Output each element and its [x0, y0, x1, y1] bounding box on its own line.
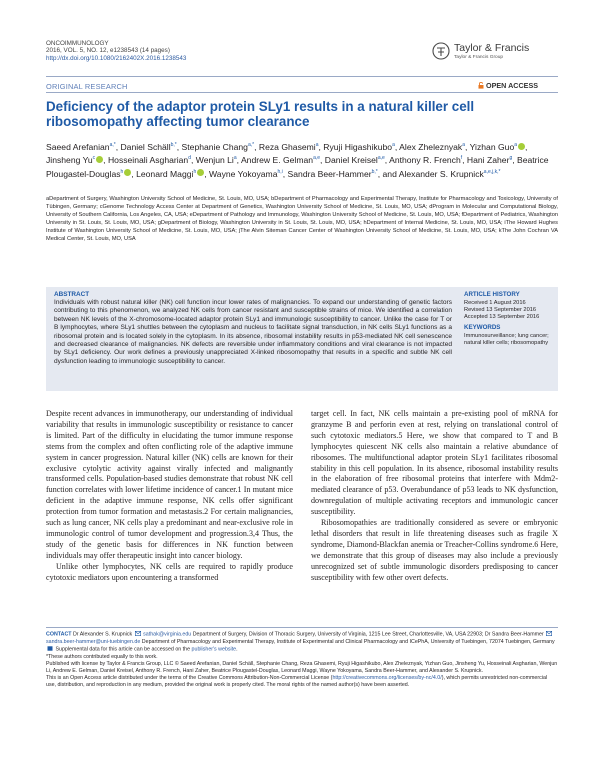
email-icon: [135, 631, 141, 636]
contact-name-1: Dr Alexander S. Krupnick: [72, 631, 133, 638]
author-name: Wayne Yokoyama: [209, 168, 278, 179]
author-name: Reza Ghasemi: [258, 141, 316, 152]
author-affiliation-marker: a,e: [313, 155, 321, 162]
author-name: Hosseinali Asgharian: [107, 155, 189, 166]
article-history: [464, 300, 539, 322]
author-affiliation-marker: g: [509, 155, 513, 162]
author-affiliation-marker: a,*: [247, 142, 255, 148]
author-name: Sandra Beer-Hammer: [287, 168, 372, 179]
author-name: Daniel Kreisel: [324, 155, 378, 166]
author-name: Daniel Schäll: [120, 141, 171, 152]
author-affiliation-marker: a,e,j,k,*: [483, 168, 501, 175]
contact-note: [46, 631, 558, 646]
author-name: Leonard Maggi: [136, 168, 194, 179]
publisher-logo-icon: [432, 42, 450, 60]
author-affiliation-marker: a,e: [377, 155, 385, 162]
open-lock-icon: [478, 82, 484, 89]
contact-label: CONTACT: [46, 631, 72, 638]
supplemental-note: Supplemental data for this article can be accessed on the publisher's website.: [46, 646, 558, 654]
open-access-note: [46, 675, 558, 689]
abstract-text: Individuals with robust natural killer (NK) cell function incur lower rates of malignancies. To expand our understanding of genetic factors contributing to this phenomenon, we analyzed NK cells from cancer resistant and susceptible strains of mice. We identified a correlation between NK levels of the X-chromosome-located adaptor protein SLy1 and immunologic susceptibility to cancer. Unlike the case for T or B lymphocytes, where SLy1 shuttles between the cytoplasm and nucleus to facilitate signal transduction, in NK cells SLy1 functions as a ribosomal protein and is located solely in the cytoplasm. In its absence, ribosomal instability results in p53-mediated NK cell senescence and decreased clearance of malignancies. NK defects are reversible under inflammatory conditions and viral clearance is not impacted by SLy1 deficiency. Our work defines a previously unappreciated X-linked ribosomopathy that results in a specific and subtle NK cell dysfunction leading to immunologic susceptibility to cancer.: [54, 299, 452, 365]
author-affiliation-marker: c: [92, 155, 96, 162]
footer-rule: [46, 627, 558, 628]
author-affiliation-marker: h: [120, 168, 124, 175]
abstract-heading: ABSTRACT: [54, 291, 90, 298]
author-name: Yizhan Guo: [469, 141, 515, 152]
doi-link[interactable]: http://dx.doi.org/10.1080/2162402X.2016.1238543: [46, 54, 187, 62]
author-affiliation-marker: a: [514, 142, 518, 148]
author-name: Andrew E. Gelman: [240, 155, 314, 166]
author-name: Alexander S. Krupnick: [398, 168, 484, 179]
author-name: Stephanie Chang: [181, 141, 248, 152]
orcid-icon[interactable]: [124, 169, 131, 176]
equal-contribution-note: *These authors contributed equally to this work.: [46, 653, 158, 660]
supplemental-icon: [47, 646, 53, 651]
author-name: Anthony R. French: [389, 155, 461, 166]
author-affiliation-marker: a: [233, 155, 237, 162]
contact-address-2: Department of Pharmacology and Experimental Therapy, Institute of Experimental and Clinical Pharmacology and ICePhA, University of Tuebingen, 72074 Tuebingen, Germany: [141, 638, 555, 645]
author-name: Wenjun Li: [195, 155, 234, 166]
license-link[interactable]: http://creativecommons.org/licenses/by-nc/4.0/: [332, 675, 442, 682]
oa-text-post: ), which permits unrestricted non-commercial use, distribution, and reproduction in any medium, provided the original work is properly cited. The moral rights of the named author(s) have been asserted.: [46, 675, 548, 689]
body-column-left: [46, 409, 293, 584]
author-affiliation-marker: a: [462, 142, 466, 148]
author-affiliation-marker: h,i: [277, 168, 283, 175]
keywords-heading: KEYWORDS: [464, 324, 501, 331]
author-affiliation-marker: a: [392, 142, 395, 148]
body-paragraph: Unlike other lymphocytes, NK cells are required to rapidly produce cytotoxic mediators upon encountering a transformed: [46, 561, 293, 582]
author-name: Ryuji Higashikubo: [323, 141, 393, 152]
history-received: Received 1 August 2016: [464, 300, 526, 306]
orcid-icon[interactable]: [518, 143, 525, 150]
author-name: Hani Zaher: [466, 155, 510, 166]
footnotes: [46, 631, 558, 690]
author-name: Jinsheng Yu: [46, 155, 93, 166]
body-paragraph: Ribosomopathies are traditionally considered as severe or embryonic lethal disorders that result in life threatening diseases such as fragile X syndrome, Diamond-Blackfan anemia or Treacher-Collins syndrome.6 Here, we demonstrate that this group of diseases may also include a previously unrecognized set of subtle immunologic disorders predisposing to cancer susceptibility with few other overt defects.: [311, 518, 558, 582]
body-paragraph: Despite recent advances in immunotherapy, our understanding of individual variability that results in immunologic susceptibility or resistance to cancer is limited. Part of the difficulty in elucidating the tumor immune response stems from the complex and often conflicting role of the adaptive immune system in cancer progression. Natural killer (NK) cells are known for their exclusive cytolytic activity against virally infected and malignantly transformed cells. Population-based studies demonstrate that robust NK cell function correlates with lower lifetime incidence of cancer.1 In mutant mice deficient in the adaptive immune response, NK cells offer significant protection from tumor formation and metastasis.2 For certain malignancies, such as lung cancer, NK cells play a predominant and near-exclusive role in immunologic control of tumor development and progression.3,4 Thus, the study of the genetic basis for differences in NK function between individuals may offer therapeutic insight into cancer biology.: [46, 409, 293, 560]
author-affiliation-marker: a: [315, 142, 319, 148]
author-affiliation-marker: f: [460, 155, 463, 162]
email-link-2[interactable]: sandra.beer-hammer@uni-tuebingen.de: [46, 638, 141, 645]
author-name: Saeed Arefanian: [46, 141, 110, 152]
article-history-heading: ARTICLE HISTORY: [464, 291, 520, 298]
contact-address-1: Department of Surgery, Division of Thoracic Surgery, University of Virginia, 1215 Lee Street, Charlottesville, VA, USA 22903; Dr Sandra Beer-Hammer: [192, 631, 544, 638]
section-rule: [46, 92, 558, 93]
history-revised: Revised 13 September 2016: [464, 307, 537, 314]
author-list: Saeed Arefanian$^{a,*}$, Daniel Schäll$^{b,*}$, Stephanie Chang$^{a,*}$, Reza Ghasemi$^a$, Ryuji Higashikubo$^a$, Alex Zheleznyak$^a$, Yizhan Guo$^a$ , Jinsheng Yu$^c$ , Hosseinali Asgharian$^d$, Wenjun Li$^a$, Andrew E. Gelman$^{a,e}$, Daniel Kreisel$^{a,e}$, Anthony R. French$^f$, Hani Zaher$^g$, Beatrice Plougastel-Douglas$^h$ , Leonard Maggi$^h$ , Wayne Yokoyama$^{h,i}$, Sandra Beer-Hammer$^{b,*}$, and Alexander S. Krupnick$^{a,e,j,k,*}$: [46, 141, 549, 179]
author-name: Beatrice Plougastel-Douglas: [46, 155, 549, 179]
oa-text-pre: This is an Open Access article distributed under the terms of the Creative Commons Attribution-Non-Commercial License (: [46, 675, 333, 682]
author-affiliation-marker: a,*: [109, 142, 116, 148]
header-rule: [46, 76, 558, 77]
author-affiliation-marker: d: [188, 155, 191, 162]
orcid-icon[interactable]: [96, 156, 103, 163]
author-affiliation-marker: b,*: [371, 168, 378, 175]
orcid-icon[interactable]: [197, 169, 204, 176]
open-access-label: OPEN ACCESS: [486, 81, 539, 90]
supplemental-text: Supplemental data for this article can be accessed on the: [55, 646, 191, 653]
section-label: ORIGINAL RESEARCH: [46, 82, 128, 91]
author-name: Alex Zheleznyak: [399, 141, 463, 152]
publisher-website-link[interactable]: publisher's website: [191, 646, 237, 653]
open-access-badge: [478, 81, 538, 90]
email-link-1[interactable]: sathak@virginia.edu: [143, 631, 192, 638]
journal-volume: 2016, VOL. 5, NO. 12, e1238543 (14 pages): [46, 47, 170, 55]
license-note: Published with license by Taylor & Francis Group, LLC © Saeed Arefanian, Daniel Schäll, Stephanie Chang, Reza Ghasemi, Ryuji Higashikubo, Alex Zheleznyak, Yizhan Guo, Jinsheng Yu, Hosseinali Asgharian, Wenjun Li, Andrew E. Gelman, Daniel Kreisel, Anthony R. French, Hani Zaher, Beatrice Plougastel-Douglas, Leonard Maggi, Wayne Yokoyama, Sandra Beer-Hammer, and Alexander S. Krupnick.: [46, 660, 558, 675]
journal-info: [46, 40, 186, 62]
affiliations: aDepartment of Surgery, Washington University School of Medicine, St. Louis, MO, USA; bDepartment of Pharmacology and Experimental Therapy, Institute for Pharmacology and Toxicology, University of Tübingen, Germany; cGenome Technology Access Center at Department of Genetics, Washington University School of Medicine, St. Louis, MO, USA; dProgram in Molecular and Computational Biology, University of Southern California, Los Angeles, CA, USA; eDepartment of Pathology and Immunology, Washington University School of Medicine, St. Louis, MO, USA; fDepartment of Pediatrics, Washington University in St. Louis, St. Louis, MO, USA; gDepartment of Biology, Washington University in St. Louis, St. Louis, MO, USA; hDepartment of Internal Medicine, St. Louis, MO, USA; iThe Howard Hughes Institute of Washington University School of Medicine, St. Louis, MO, USA; jThe Alvin Siteman Cancer Center of Washington University School of Medicine, St. Louis, MO, USA; kThe John Cochran VA Medical Center, St. Louis, MO, USA: [46, 196, 558, 242]
publisher-logo: [432, 42, 558, 62]
keywords: Immunosurveillance; lung cancer; natural killer cells; ribosomopathy: [464, 333, 549, 347]
author-affiliation-marker: b,*: [170, 142, 177, 148]
history-accepted: Accepted 13 September 2016: [464, 314, 540, 321]
publisher-brand: Taylor & Francis: [454, 42, 530, 54]
publisher-sub: Taylor & Francis Group: [454, 55, 504, 60]
article-title: Deficiency of the adaptor protein SLy1 results in a natural killer cell ribosomopathy affecting tumor clearance: [46, 99, 475, 130]
email-icon: [546, 631, 552, 636]
journal-name: ONCOIMMUNOLOGY: [46, 40, 109, 47]
author-affiliation-marker: h: [193, 168, 197, 175]
body-column-right: [311, 409, 558, 584]
body-paragraph: target cell. In fact, NK cells maintain a pre-existing pool of mRNA for granzyme B and perforin even at rest, relying on translational control of such cytotoxic mediators.5 Here, we show that compared to T and B lymphocytes quiescent NK cells also maintain a relative abundance of ribosomes. The multifunctional adaptor protein SLy1 facilitates ribosomal stability in this cell population. In its absence, ribosomal instability results in the elaboration of free ribosomal proteins that interfere with Mdm2-mediated clearance of p53. Overabundance of p53 leads to NK dysfunction, downregulation of multiple activating receptors and immunologic cancer susceptibility.: [311, 409, 558, 517]
